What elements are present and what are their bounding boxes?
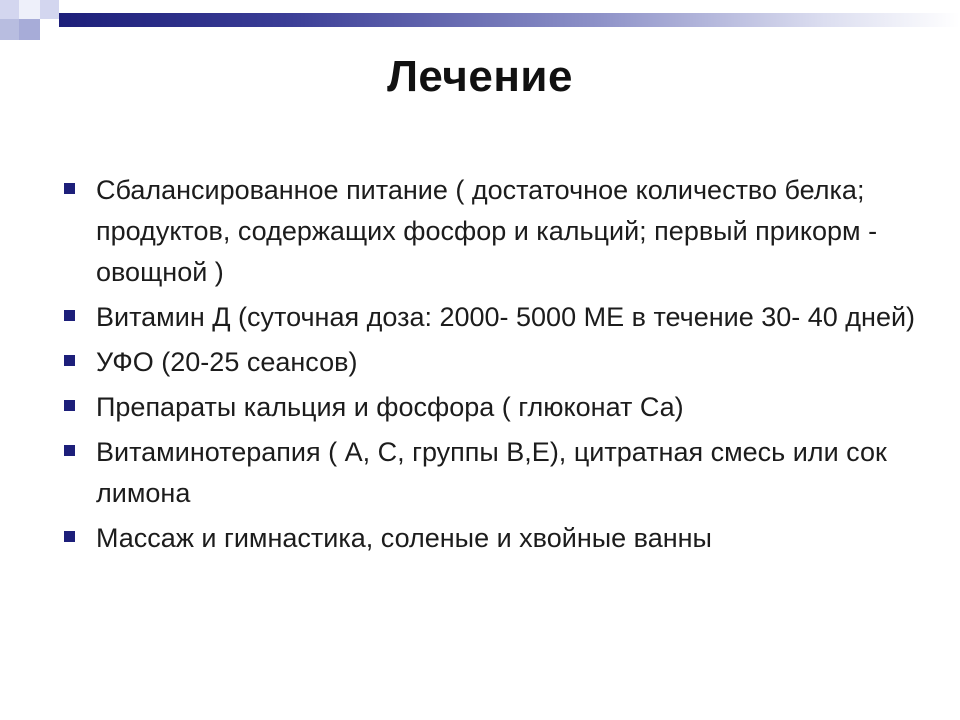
bullet-item (60, 518, 920, 559)
square-bullet-icon (64, 531, 75, 542)
square-bullet-icon (64, 400, 75, 411)
bullet-text: Витамин Д (суточная доза: 2000- 5000 МЕ в течение 30- 40 дней) (96, 302, 916, 332)
square-bullet-icon (64, 310, 75, 321)
bullet-item (60, 342, 920, 383)
decorative-square (0, 0, 19, 19)
decorative-square (40, 0, 59, 19)
bullet-text: Сбалансированное питание ( достаточное количество белка; продуктов, содержащих фосфор и кальций; первый прикорм - овощной ) (96, 175, 878, 287)
square-bullet-icon (64, 183, 75, 194)
decorative-square (19, 19, 40, 40)
bullet-item (60, 387, 920, 428)
bullet-text: УФО (20-25 сеансов) (96, 347, 358, 377)
bullet-item (60, 297, 920, 338)
header-gradient-bar (59, 13, 960, 27)
bullet-text: Массаж и гимнастика, соленые и хвойные ванны (96, 523, 712, 553)
bullet-item (60, 432, 920, 514)
decorative-square (19, 0, 40, 19)
bullet-item (60, 170, 920, 293)
bullet-text: Препараты кальция и фосфора ( глюконат Са) (96, 392, 684, 422)
bullet-text: Витаминотерапия ( А, С, группы В,Е), цитратная смесь или сок лимона (96, 437, 887, 508)
decorative-square (40, 19, 59, 40)
slide-title: Лечение (387, 52, 573, 101)
square-bullet-icon (64, 355, 75, 366)
decorative-square (0, 19, 19, 40)
bullet-list (60, 170, 920, 563)
square-bullet-icon (64, 445, 75, 456)
